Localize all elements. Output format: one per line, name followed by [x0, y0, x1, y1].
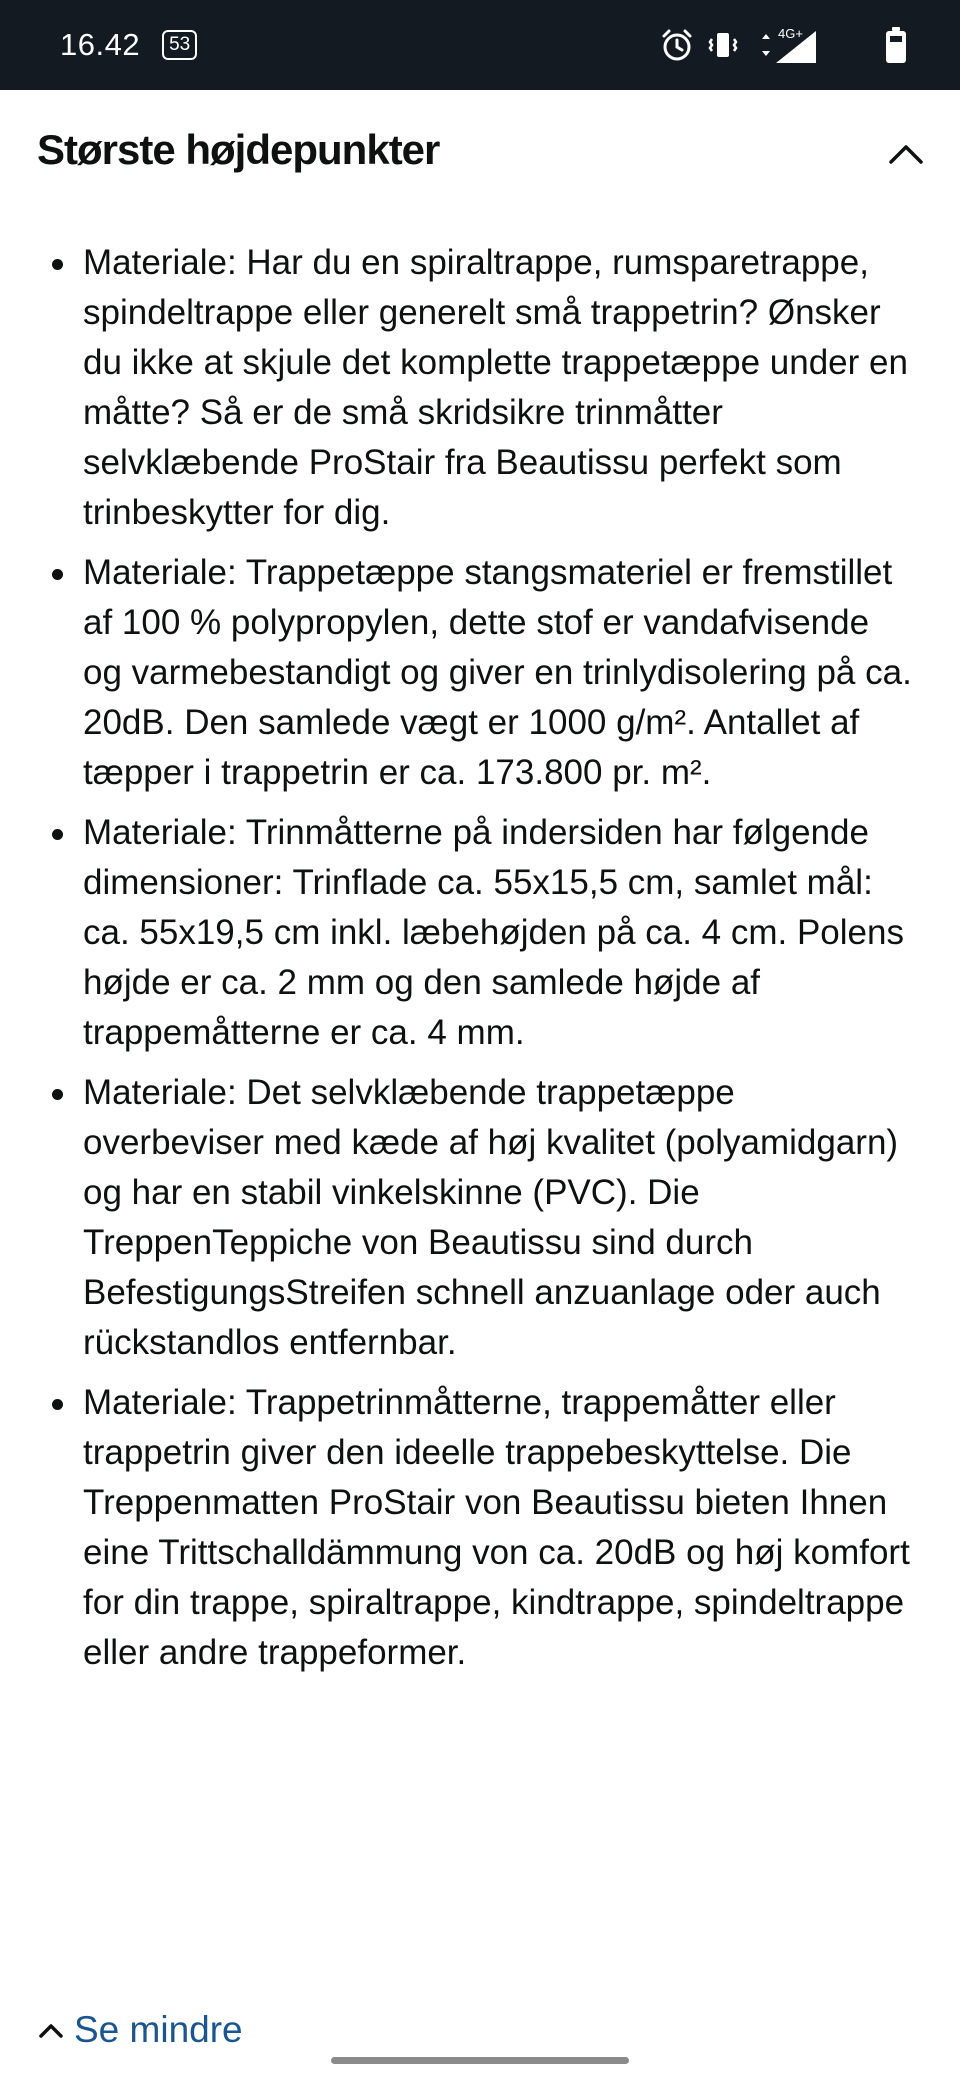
alarm-icon: [660, 28, 694, 62]
network-type-label: 4G+: [778, 26, 803, 41]
highlights-header[interactable]: [0, 90, 960, 210]
chevron-up-icon: [888, 143, 924, 165]
list-item: [0, 1068, 960, 1368]
list-item: [0, 548, 960, 798]
see-less-label: Se mindre: [74, 2009, 243, 2050]
battery-icon: [884, 26, 908, 64]
bullet-icon: [52, 1089, 63, 1100]
list-item: [0, 1378, 960, 1678]
bullet-icon: [52, 569, 63, 580]
section-title: Største højdepunkter: [37, 126, 440, 173]
status-bar: [0, 0, 960, 90]
list-item: [0, 808, 960, 1058]
network-indicator: [752, 25, 872, 65]
bullet-icon: [52, 1399, 63, 1410]
highlight-text: Materiale: Trappetæppe stangsmateriel er fremstillet af 100 % polypropylen, dette stof er vandafvisende og varmebestandigt og giver en trinlydisolering på ca. 20dB. Den samlede vægt er 1000 g/m². Antallet af tæpper i trappetrin er ca. 173.800 pr. m².: [83, 553, 912, 792]
see-less-link[interactable]: [38, 2004, 243, 2056]
collapse-toggle[interactable]: [882, 130, 930, 178]
highlight-text: Materiale: Trappetrinmåtterne, trappemåtter eller trappetrin giver den ideelle trappebeskyttelse. Die Treppenmatten ProStair von Beautissu bieten Ihnen eine Trittschalldämmung von ca. 20dB og høj komfort for din trappe, spiraltrappe, kindtrappe, spindeltrappe eller andre trappeformer.: [83, 1383, 910, 1672]
status-icons: [660, 24, 908, 66]
highlight-text: Materiale: Det selvklæbende trappetæppe overbeviser med kæde af høj kvalitet (polyamidgarn) og har en stabil vinkelskinne (PVC). Die TreppenTeppiche von Beautissu sind durch BefestigungsStreifen schnell anzuanlage oder auch rückstandlos entfernbar.: [83, 1073, 899, 1362]
chevron-up-icon: [38, 2021, 64, 2039]
home-indicator[interactable]: [331, 2057, 629, 2064]
vibrate-icon: [706, 28, 740, 62]
highlight-text: Materiale: Trinmåtterne på indersiden har følgende dimensioner: Trinflade ca. 55x15,5 cm, samlet mål: ca. 55x19,5 cm inkl. læbehøjden på ca. 4 cm. Polens højde er ca. 2 mm og den samlede højde af trappemåtterne er ca. 4 mm.: [83, 813, 904, 1052]
status-time: 16.42: [60, 27, 141, 62]
bullet-icon: [52, 259, 63, 270]
bullet-icon: [52, 829, 63, 840]
list-item: [0, 238, 960, 538]
highlight-text: Materiale: Har du en spiraltrappe, rumsparetrappe, spindeltrappe eller generelt små trappetrin? Ønsker du ikke at skjule det komplette trappetæppe under en måtte? Så er de små skridsikre trinmåtter selvklæbende ProStair fra Beautissu perfekt som trinbeskytter for dig.: [83, 243, 908, 532]
highlights-list: [0, 238, 960, 1688]
notification-count-badge: 53: [162, 30, 197, 60]
signal-icon: [752, 25, 872, 65]
